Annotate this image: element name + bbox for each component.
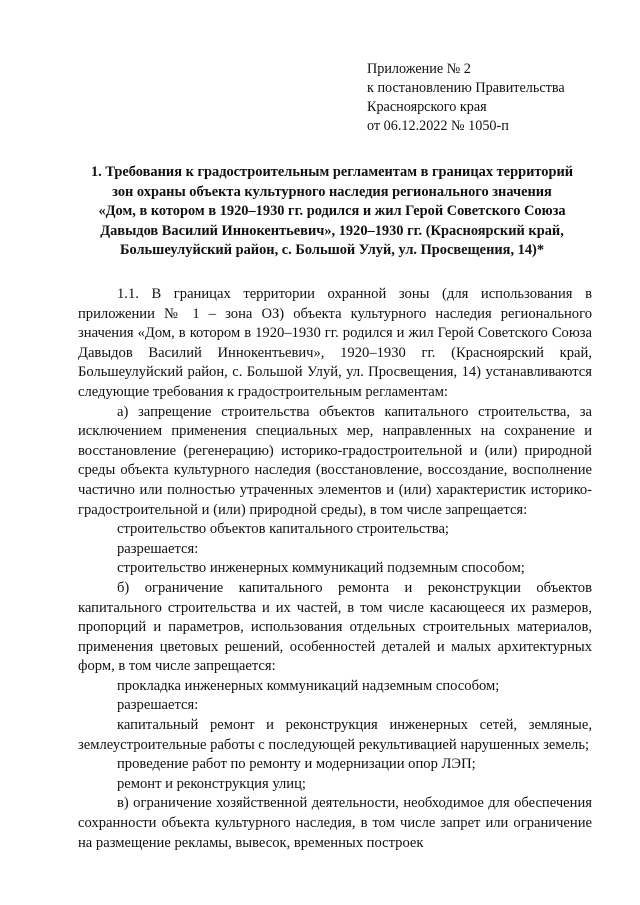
paragraph-item-a: а) запрещение строительства объектов капитального строительства, за исключением применения специальных мер, направленных на сохранение и восстановление (регенерацию) историко-градостроительной и (или) природной среды объекта культурного наследия (восстановление, воссоздание, восполнение частично или полностью утраченных элементов и (или) характеристик историко-градостроительной и (или) природной среды), в том числе запрещается: [78, 403, 592, 518]
paragraph-street-repair: ремонт и реконструкция улиц; [117, 775, 306, 792]
title-line: 1. Требования к градостроительным регламентам в границах территорий [90, 164, 574, 180]
paragraph-allowed-label: разрешается: [117, 540, 199, 557]
paragraph-underground-utilities: строительство инженерных коммуникаций подземным способом; [117, 560, 525, 577]
paragraph-aboveground-utilities: прокладка инженерных коммуникаций надземным способом; [117, 677, 500, 694]
title-line: Давыдов Василий Иннокентьевич», 1920–1930 гг. (Красноярский край, [100, 222, 564, 239]
paragraph-network-repair: капитальный ремонт и реконструкция инженерных сетей, земляные, землеустроительные работы с последующей рекультивацией нарушенных земель; [78, 717, 592, 753]
appendix-region-line: Красноярского края [367, 99, 487, 115]
paragraph-1-1: 1.1. В границах территории охранной зоны (для использования в приложении № 1 – зона ОЗ) объекта культурного наследия регионального значения «Дом, в котором в 1920–1930 гг. родился и жил Герой Советского Союза Давыдов Василий Иннокентьевич», 1920–1930 гг. (Красноярский край, Большеулуйский район, с. Большой Улуй, ул. Просвещения, 14) устанавливаются следующие требования к градостроительным регламентам: [78, 286, 592, 400]
appendix-decree-line: к постановлению Правительства [367, 80, 565, 96]
document-body [78, 285, 592, 853]
appendix-number: Приложение № 2 [367, 61, 471, 77]
paragraph-power-line-works: проведение работ по ремонту и модернизации опор ЛЭП; [117, 756, 476, 773]
paragraph-prohibited-construction: строительство объектов капитального строительства; [117, 521, 449, 538]
paragraph-item-b: б) ограничение капитального ремонта и реконструкции объектов капитального строительства и их частей, в том числе касающееся их размеров, пропорций и параметров, использования отдельных строительных материалов, применения цветовых решений, особенностей деталей и малых архитектурных форм, в том числе запрещается: [78, 579, 592, 675]
paragraph-item-v: в) ограничение хозяйственной деятельности, необходимое для обеспечения сохранности объекта культурного наследия, в том числе запрет или ограничение на размещение рекламы, вывесок, временных построек [78, 795, 592, 851]
section-title [72, 163, 592, 261]
paragraph-allowed-label: разрешается: [117, 697, 199, 714]
appendix-date-line: от 06.12.2022 № 1050-п [367, 118, 509, 134]
title-line: «Дом, в котором в 1920–1930 гг. родился и жил Герой Советского Союза [98, 203, 566, 219]
title-line: зон охраны объекта культурного наследия регионального значения [112, 183, 552, 200]
title-line: Большеулуйский район, с. Большой Улуй, ул. Просвещения, 14)* [119, 242, 545, 258]
appendix-header [367, 60, 565, 136]
